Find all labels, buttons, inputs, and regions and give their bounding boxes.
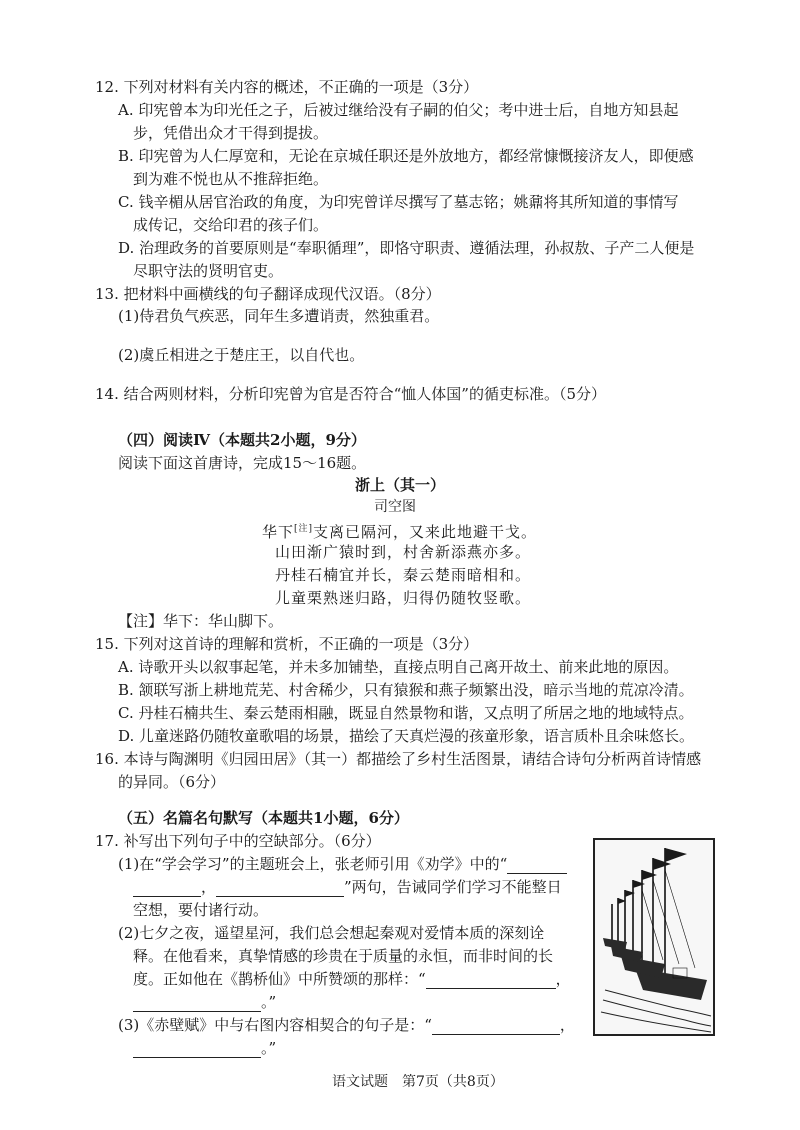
q12-option-c-line2: 成传记，交给印君的孩子们。	[133, 216, 329, 234]
q17-answer-blank-5[interactable]	[432, 1020, 560, 1035]
q17-part1-text-a: (1)在“学会学习”的主题班会上，张老师引用《劝学》中的“	[118, 855, 508, 873]
q17-answer-blank-1[interactable]	[507, 859, 567, 874]
poem-note-marker: [注]	[294, 524, 314, 534]
q17-part2-text-c: 度。正如他在《鹊桥仙》中所赞颂的那样：“	[133, 970, 426, 988]
q17-answer-blank-4[interactable]	[133, 997, 261, 1012]
poem-line-1	[262, 519, 537, 542]
q15-option-d: D. 儿童迷路仍随牧童歌唱的场景，描绘了天真烂漫的孩童形象，语言质朴且余味悠长。	[118, 727, 695, 745]
warships-illustration	[593, 838, 715, 1036]
q17-answer-blank-3[interactable]	[426, 974, 556, 989]
q17-answer-blank-1-cont[interactable]	[133, 882, 201, 897]
q17-part1-line3: 空想，要付诸行动。	[133, 901, 269, 919]
q17-part3-text-a: (3)《赤壁赋》中与右图内容相契合的句子是：“	[118, 1016, 432, 1034]
q15-option-a: A. 诗歌开头以叙事起笔，并未多加铺垫，直接点明自己离开故土、前来此地的原因。	[118, 658, 679, 676]
warships-drawing	[595, 840, 713, 1034]
q13-stem: 13. 把材料中画横线的句子翻译成现代汉语。（8分）	[95, 285, 441, 303]
q13-sentence-1: (1)侍君负气疾恶，同年生多遭诮责，然独重君。	[118, 307, 440, 325]
q14-stem: 14. 结合两则材料，分析印宪曾为官是否符合“恤人体国”的循吏标准。（5分）	[95, 385, 607, 403]
q12-option-c-line1: C. 钱辛楣从居官治政的角度，为印宪曾详尽撰写了墓志铭；姚鼐将其所知道的事情写	[118, 193, 679, 211]
q16-stem-line1: 16. 本诗与陶渊明《归园田居》（其一）都描绘了乡村生活图景，请结合诗句分析两首诗情感	[95, 750, 702, 768]
q12-stem: 12. 下列对材料有关内容的概述，不正确的一项是（3分）	[95, 78, 479, 96]
q12-option-b-line2: 到为难不悦也从不推辞拒绝。	[133, 170, 329, 188]
q17-part1-line1	[118, 854, 567, 874]
q13-sentence-2: (2)虞丘相进之于楚庄王，以自代也。	[118, 346, 365, 364]
q17-part2-comma: ，	[555, 970, 571, 988]
q12-option-d-line1: D. 治理政务的首要原则是“奉职循理”，即恪守职责、遵循法理，孙叔敖、子产二人便是	[118, 239, 695, 257]
poem-note: 【注】华下：华山脚下。	[118, 612, 284, 630]
q17-part3-line2	[133, 1038, 276, 1058]
q15-option-b: B. 颔联写浙上耕地荒芜、村舍稀少，只有猿猴和燕子频繁出没，暗示当地的荒凉冷清。	[118, 681, 694, 699]
q15-stem: 15. 下列对这首诗的理解和赏析，不正确的一项是（3分）	[95, 635, 479, 653]
q17-part2-line4	[133, 992, 276, 1012]
section5-heading: （五）名篇名句默写（本题共1小题，6分）	[118, 809, 409, 827]
q17-part1-line2	[133, 877, 562, 897]
section4-instruction: 阅读下面这首唐诗，完成15～16题。	[118, 454, 367, 472]
poem-line-2: 山田渐广猿时到，村舍新添燕亦多。	[275, 543, 532, 561]
q17-answer-blank-2[interactable]	[216, 882, 344, 897]
q12-option-d-line2: 尽职守法的贤明官吏。	[133, 262, 284, 280]
poem-line-3: 丹桂石楠宜并长，秦云楚雨暗相和。	[275, 566, 532, 584]
poem-line-1-end: 支离已隔河，又来此地避干戈。	[313, 523, 538, 541]
page-footer: 语文试题 第7页（共8页）	[332, 1074, 504, 1090]
poem-line-1-start: 华下	[262, 523, 295, 541]
q17-stem: 17. 补写出下列句子中的空缺部分。（6分）	[95, 832, 381, 850]
q17-part1-comma: ，	[201, 878, 217, 896]
q12-option-b-line1: B. 印宪曾为人仁厚宽和，无论在京城任职还是外放地方，都经常慷慨接济友人，即便感	[118, 147, 694, 165]
q16-stem-line2: 的异同。（6分）	[118, 773, 226, 791]
poem-title: 浙上（其一）	[355, 476, 446, 494]
q12-option-a-line1: A. 印宪曾本为印光任之子，后被过继给没有子嗣的伯父；考中进士后，自地方知县起	[118, 101, 679, 119]
q17-part2-end: 。”	[261, 993, 277, 1011]
q17-part3-comma: ，	[559, 1016, 575, 1034]
poem-author: 司空图	[374, 499, 416, 515]
q17-part2-line2: 释。在他看来，真挚情感的珍贵在于质量的永恒，而非时间的长	[133, 947, 554, 965]
q17-part3-end: 。”	[261, 1039, 277, 1057]
q15-option-c: C. 丹桂石楠共生、秦云楚雨相融，既显自然景物和谐，又点明了所居之地的地域特点。	[118, 704, 694, 722]
q17-part3-line1	[118, 1015, 575, 1035]
q17-part2-line3	[133, 969, 571, 989]
q17-part2-line1: (2)七夕之夜，遥望星河，我们总会想起秦观对爱情本质的深刻诠	[118, 924, 545, 942]
q12-option-a-line2: 步，凭借出众才干得到提拔。	[133, 124, 329, 142]
poem-line-4: 儿童栗熟迷归路，归得仍随牧竖歌。	[275, 589, 532, 607]
q17-answer-blank-6[interactable]	[133, 1043, 261, 1058]
section4-heading: （四）阅读Ⅳ（本题共2小题，9分）	[118, 431, 366, 449]
q17-part1-text-c: ”两句，告诫同学们学习不能整日	[344, 878, 562, 896]
